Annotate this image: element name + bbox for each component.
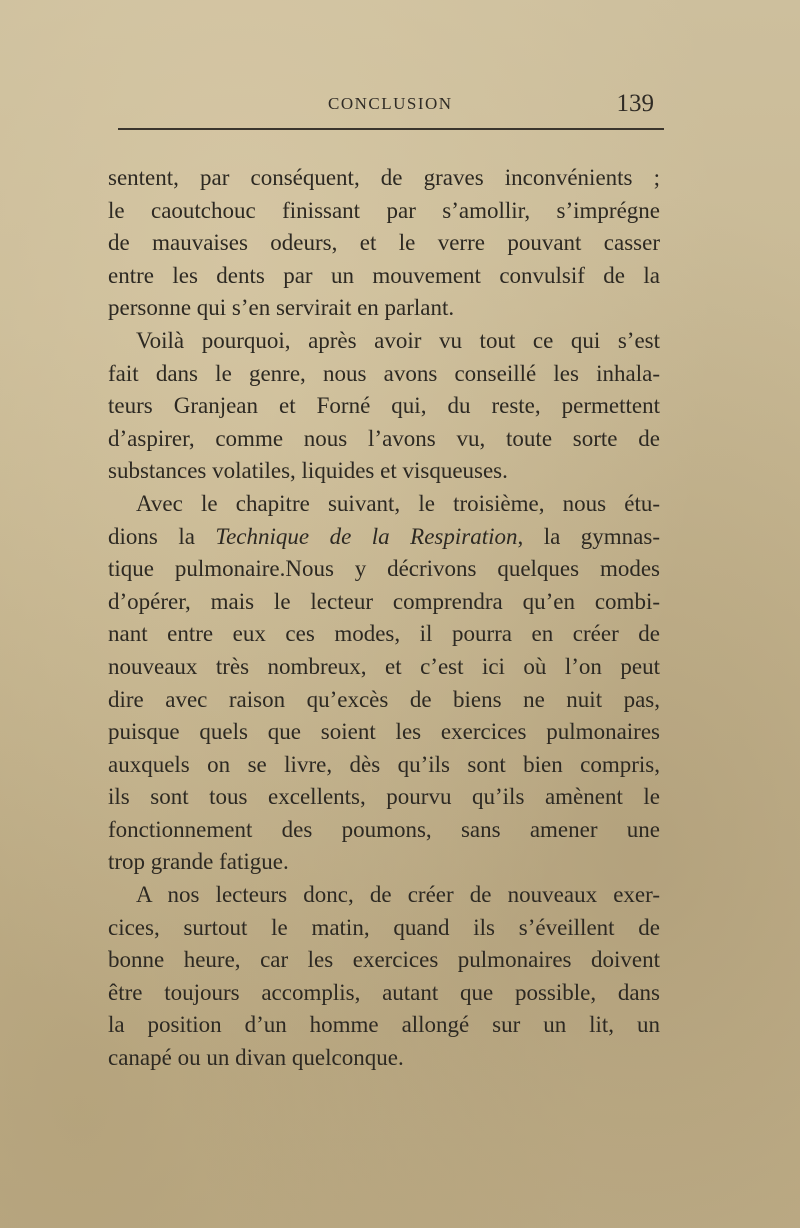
body-text [108, 162, 660, 1075]
text-line: substances volatiles, liquides et visqueuses. [108, 458, 508, 484]
header-rule [118, 128, 664, 130]
page-header [110, 88, 670, 128]
text-line: dire avec raison qu’excès de biens ne nuit pas, [108, 686, 660, 712]
text-line: Voilà pourquoi, après avoir vu tout ce qui s’est [136, 327, 660, 353]
text-fragment: dions la [108, 523, 216, 549]
text-line: fonctionnement des poumons, sans amener une [108, 816, 660, 842]
text-line: entre les dents par un mouvement convulsif de la [108, 262, 660, 288]
text-line: sentent, par conséquent, de graves inconvénients ; [108, 165, 660, 190]
text-line: de mauvaises odeurs, et le verre pouvant casser [108, 230, 660, 256]
text-line: nant entre eux ces modes, il pourra en créer de [108, 621, 660, 647]
text-line: Avec le chapitre suivant, le troisième, nous étu- [136, 490, 660, 516]
text-line: personne qui s’en servirait en parlant. [108, 295, 455, 321]
text-line: d’aspirer, comme nous l’avons vu, toute sorte de [108, 425, 660, 451]
text-line: le caoutchouc finissant par s’amollir, s’imprégne [108, 197, 660, 223]
text-line: teurs Granjean et Forné qui, du reste, permettent [108, 393, 660, 419]
text-line: la position d’un homme allongé sur un lit, un [108, 1012, 660, 1038]
running-title: CONCLUSION [328, 94, 453, 113]
text-line: auxquels on se livre, dès qu’ils sont bien compris, [108, 751, 660, 777]
text-line: trop grande fatigue. [108, 849, 289, 875]
text-line: fait dans le genre, nous avons conseillé les inhala- [108, 360, 660, 386]
text-line: ils sont tous excellents, pourvu qu’ils amènent le [108, 784, 660, 810]
text-line: bonne heure, car les exercices pulmonaires doivent [108, 947, 660, 973]
text-line: A nos lecteurs donc, de créer de nouveaux exer- [136, 882, 660, 908]
text-line: tique pulmonaire.Nous y décrivons quelques modes [108, 556, 660, 582]
text-line: être toujours accomplis, autant que possible, dans [108, 979, 660, 1005]
text-line: cices, surtout le matin, quand ils s’éveillent de [108, 914, 660, 940]
italic-title: Technique de la Respiration [215, 523, 518, 549]
text-line: nouveaux très nombreux, et c’est ici où l’on peut [108, 653, 660, 679]
text-line: puisque quels que soient les exercices pulmonaires [108, 719, 660, 745]
text-fragment: , la gymnas- [517, 523, 661, 549]
text-line: d’opérer, mais le lecteur comprendra qu’en combi- [108, 588, 660, 614]
text-line: canapé ou un divan quelconque. [108, 1045, 404, 1071]
text-line [108, 521, 660, 554]
page-number: 139 [616, 90, 654, 117]
